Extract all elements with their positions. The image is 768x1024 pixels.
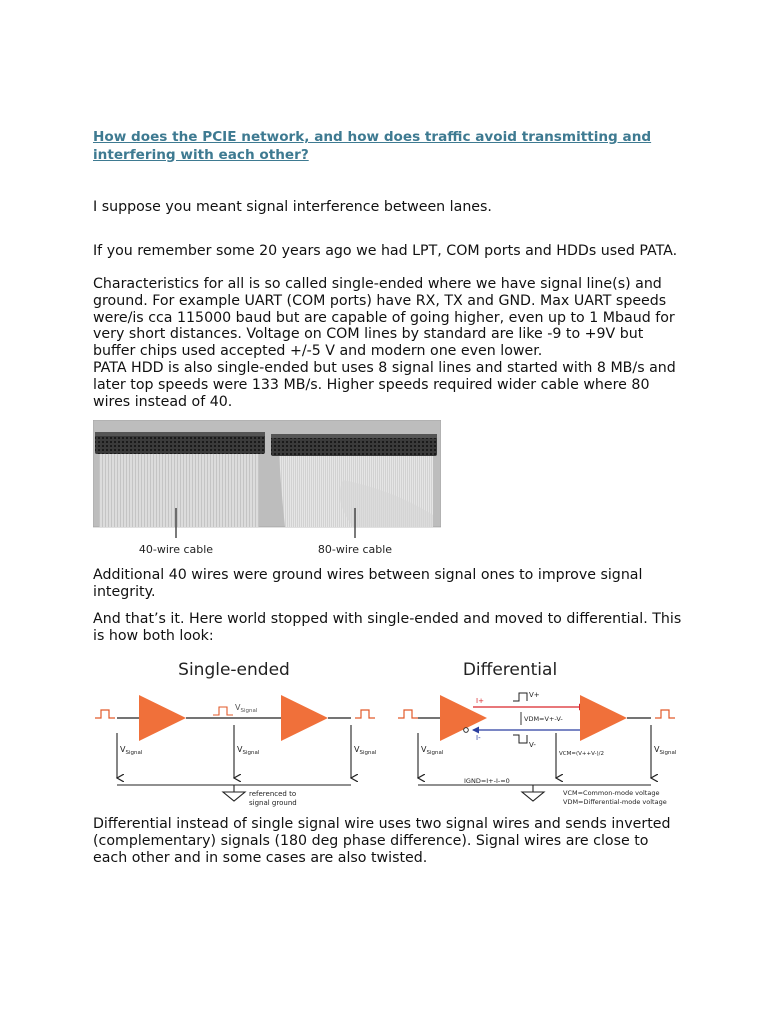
cable-40-ribbon	[99, 450, 259, 527]
i-minus-label: I-	[476, 734, 481, 742]
v-plus-label: V+	[529, 691, 540, 699]
signal-diagram-figure	[93, 655, 678, 810]
paragraph-ground-wires: Additional 40 wires were ground wires between signal ones to improve signal integrity.	[93, 567, 643, 600]
input-pulse-icon	[95, 710, 115, 718]
vsignal-line-label: $V_{Signal}$	[235, 703, 258, 714]
vcm-equation: VCM=(V++V-)/2	[559, 751, 605, 757]
label-40-wire-cable: 40-wire cable	[138, 543, 214, 556]
referenced-label-2: signal ground	[249, 799, 297, 807]
i-plus-label: I+	[476, 697, 484, 705]
ide-cable-figure	[93, 420, 441, 560]
diff-amplifier-right	[580, 695, 627, 741]
legend-common-mode: VCM=Common-mode voltage	[563, 789, 660, 797]
svg-text:VSignal: $V_{Signal}$	[654, 745, 677, 756]
svg-text:VSignal: $V_{Signal}$	[421, 745, 444, 756]
diff-output-pulse-icon	[655, 710, 675, 718]
se-ground-icon	[223, 785, 245, 801]
paragraph-differential: Differential instead of single signal wire uses two signal wires and sends inverted (complementary) signals (180 deg phase difference). Signal wires are close to each other and in some cases are also twisted.	[93, 816, 671, 866]
paragraph-intro: I suppose you meant signal interference between lanes.	[93, 199, 492, 215]
label-80-wire-cable: 80-wire cable	[317, 543, 393, 556]
single-ended-title: Single-ended	[178, 660, 290, 680]
svg-text:VSignal: $V_{Signal}$	[120, 745, 143, 756]
referenced-label-1: referenced to	[249, 790, 297, 798]
paragraph-history: If you remember some 20 years ago we had LPT, COM ports and HDDs used PATA.	[93, 243, 678, 259]
legend-differential-mode: VDM=Differential-mode voltage	[563, 798, 667, 806]
paragraph-single-ended: Characteristics for all is so called single-ended where we have signal line(s) and ground. For example UART (COM ports) have RX, TX and GND. Max UART speeds were/is cca 115000 baud but are capable of going higher, even up to 1 Mbaud for very short distances. Voltage on COM lines by standard are like -9 to +9V but buffer chips used accepted +/-5 V and modern one even lower.	[93, 276, 675, 360]
svg-text:VSignal: $V_{Signal}$	[237, 745, 260, 756]
v-minus-label: V-	[529, 741, 536, 749]
output-pulse-icon	[355, 710, 375, 718]
page-title-link[interactable]: How does the PCIE network, and how does traffic avoid transmitting and interfering with each other?	[93, 129, 652, 163]
line-pulse-icon	[213, 707, 233, 715]
differential-title: Differential	[462, 660, 558, 680]
ignd-equation: IGND=I+-I-=0	[464, 777, 510, 785]
vdm-equation: VDM=V+-V-	[524, 715, 563, 723]
diff-input-pulse-icon	[398, 710, 418, 718]
svg-text:VSignal: $V_{Signal}$	[354, 745, 377, 756]
paragraph-pata: PATA HDD is also single-ended but uses 8 signal lines and started with 8 MB/s and later top speeds were 133 MB/s. Higher speeds required wider cable where 80 wires instead of 40.	[93, 360, 676, 410]
paragraph-differential-intro: And that’s it. Here world stopped with single-ended and moved to differential. This is how both look:	[93, 611, 682, 644]
se-amplifier-right	[281, 695, 328, 741]
se-amplifier-left	[139, 695, 186, 741]
diff-ground-icon	[522, 785, 544, 801]
